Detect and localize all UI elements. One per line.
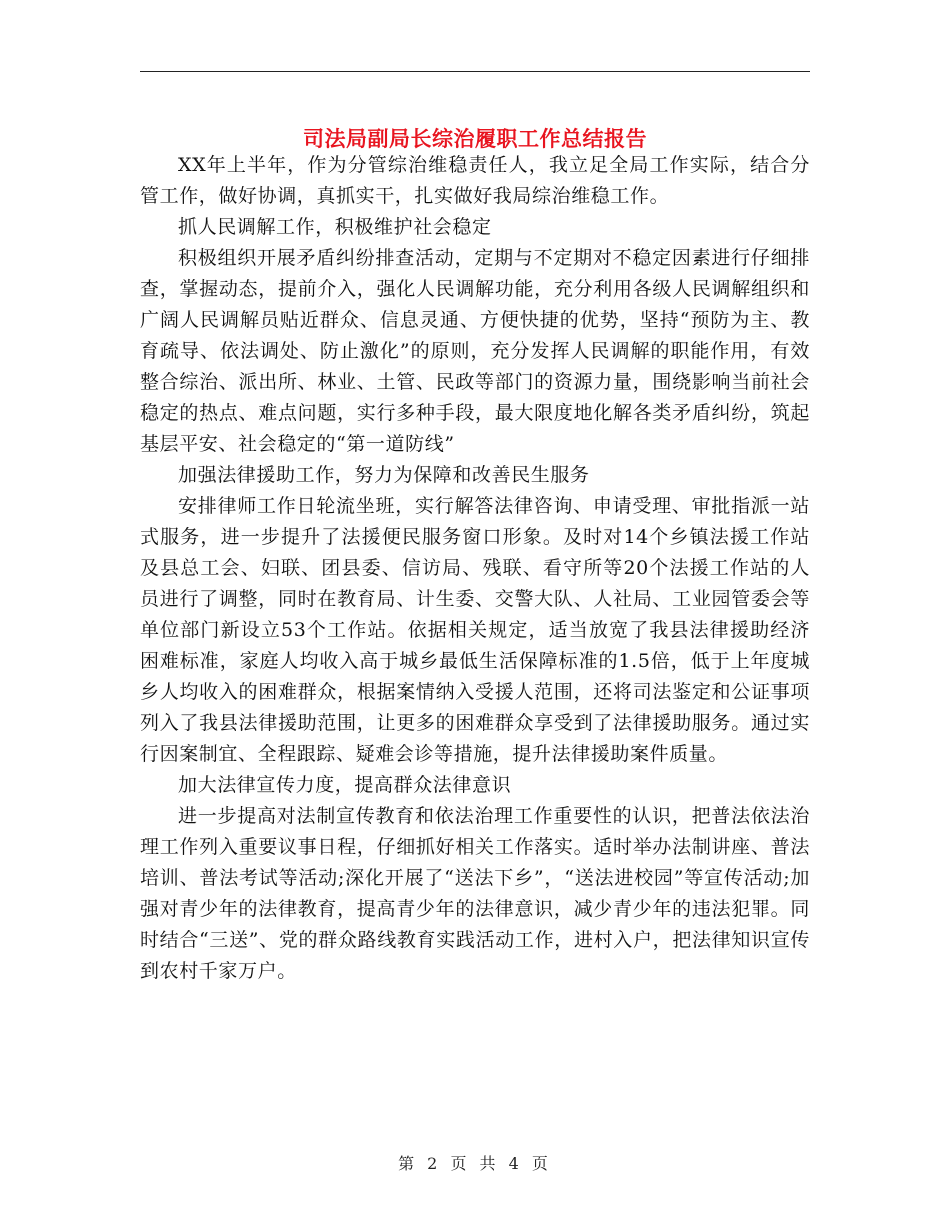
document-title: 司法局副局长综治履职工作总结报告 — [303, 126, 647, 152]
header-rule — [140, 71, 810, 72]
section-heading-mediation: 抓人民调解工作，积极维护社会稳定 — [178, 216, 492, 238]
mediation-paragraph: 积极组织开展矛盾纠纷排查活动，定期与不定期对不稳定因素进行仔细排查，掌握动态，提前介入，强化人民调解功能，充分利用各级人民调解组织和广阔人民调解员贴近群众、信息灵通、方便快捷的优势，坚持“预防为主、教育疏导、依法调处、防止激化”的原则，充分发挥人民调解的职能作用，有效整合综治、派出所、林业、土管、民政等部门的资源力量，围绕影响当前社会稳定的热点、难点问题，实行多种手段，最大限度地化解各类矛盾纠纷，筑起基层平安、社会稳定的“第一道防线” — [140, 247, 810, 455]
page-number-footer: 第 2 页 共 4 页 — [398, 1154, 552, 1173]
legal-publicity-paragraph: 进一步提高对法制宣传教育和依法治理工作重要性的认识，把普法依法治理工作列入重要议事日程，仔细抓好相关工作落实。适时举办法制讲座、普法培训、普法考试等活动;深化开展了“送法下乡”，“送法进校园”等宣传活动;加强对青少年的法律教育，提高青少年的法律意识，减少青少年的违法犯罪。同时结合“三送”、党的群众路线教育实践活动工作，进村入户，把法律知识宣传到农村千家万户。 — [140, 805, 810, 982]
section-heading-legal-aid: 加强法律援助工作，努力为保障和改善民生服务 — [178, 464, 590, 486]
document-body — [140, 150, 810, 987]
intro-paragraph: XX年上半年，作为分管综治维稳责任人，我立足全局工作实际，结合分管工作，做好协调，真抓实干，扎实做好我局综治维稳工作。 — [140, 154, 810, 207]
section-heading-legal-publicity: 加大法律宣传力度，提高群众法律意识 — [178, 774, 512, 796]
legal-aid-paragraph: 安排律师工作日轮流坐班，实行解答法律咨询、申请受理、审批指派一站式服务，进一步提升了法援便民服务窗口形象。及时对14个乡镇法援工作站及县总工会、妇联、团县委、信访局、残联、看守所等20个法援工作站的人员进行了调整，同时在教育局、计生委、交警大队、人社局、工业园管委会等单位部门新设立53个工作站。依据相关规定，适当放宽了我县法律援助经济困难标准，家庭人均收入高于城乡最低生活保障标准的1.5倍，低于上年度城乡人均收入的困难群众，根据案情纳入受援人范围，还将司法鉴定和公证事项列入了我县法律援助范围，让更多的困难群众享受到了法律援助服务。通过实行因案制宜、全程跟踪、疑难会诊等措施，提升法律援助案件质量。 — [140, 495, 810, 765]
